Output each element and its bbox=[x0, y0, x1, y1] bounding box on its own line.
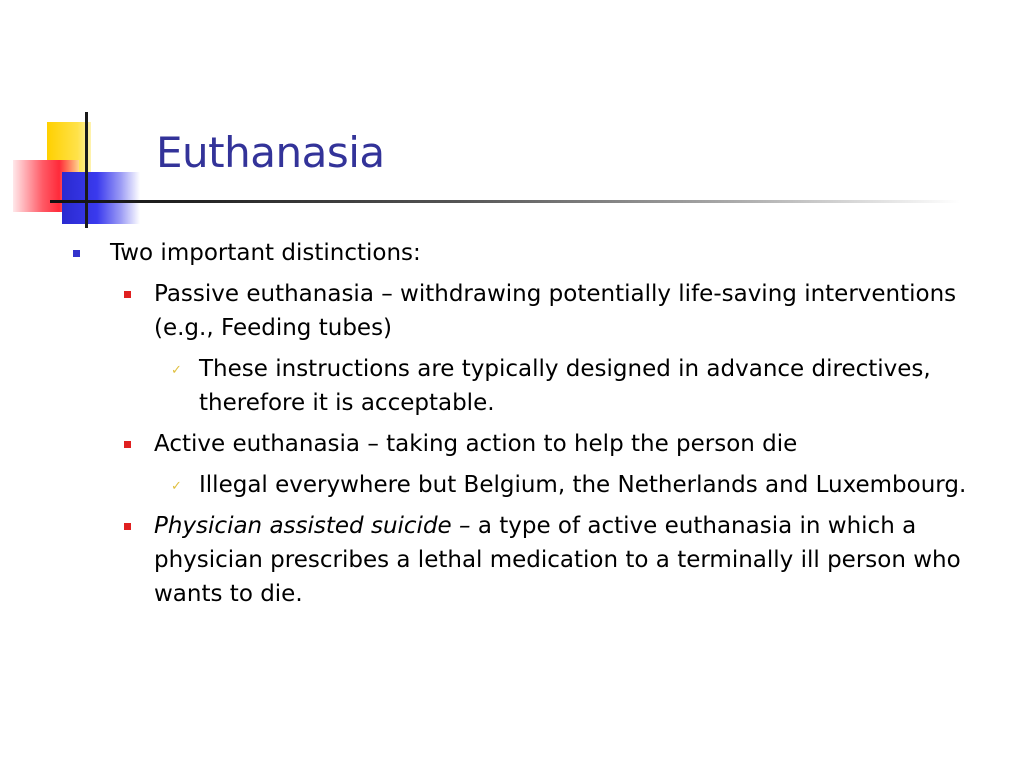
pas-definition: a type of active euthanasia in which a physician prescribes a lethal medication to a terminally ill person who wants to die. bbox=[154, 513, 961, 607]
pas-term: Physician assisted suicide bbox=[154, 513, 452, 539]
bullet-level2 bbox=[0, 277, 1024, 345]
square-bullet-icon bbox=[124, 291, 131, 298]
bullet-level3 bbox=[0, 468, 1024, 502]
check-bullet-icon: ✓ bbox=[171, 363, 182, 378]
bullet-text-passive-note: These instructions are typically designed in advance directives, therefore it is acceptable. bbox=[199, 356, 931, 416]
square-bullet-icon bbox=[124, 523, 131, 530]
title-underline-rule bbox=[50, 200, 960, 203]
square-bullet-icon bbox=[73, 250, 80, 257]
slide-decoration bbox=[0, 0, 160, 240]
bullet-level2 bbox=[0, 509, 1024, 611]
slide-title: Euthanasia bbox=[156, 128, 385, 177]
bullet-text-passive: Passive euthanasia – withdrawing potentially life-saving interventions (e.g., Feeding tubes) bbox=[154, 281, 957, 341]
bullet-text-pas bbox=[154, 509, 984, 611]
blue-square-decoration bbox=[62, 172, 140, 224]
check-bullet-icon: ✓ bbox=[171, 479, 182, 494]
bullet-level2 bbox=[0, 427, 1024, 461]
bullet-level1 bbox=[0, 236, 1024, 270]
bullet-level3 bbox=[0, 352, 1024, 420]
square-bullet-icon bbox=[124, 441, 131, 448]
bullet-text-active: Active euthanasia – taking action to help the person die bbox=[154, 431, 798, 457]
bullet-text-active-note: Illegal everywhere but Belgium, the Netherlands and Luxembourg. bbox=[199, 472, 967, 498]
slide-body bbox=[0, 236, 1024, 618]
bullet-text-intro: Two important distinctions: bbox=[110, 240, 421, 266]
vertical-rule bbox=[85, 112, 88, 228]
pas-dash: – bbox=[451, 513, 478, 539]
